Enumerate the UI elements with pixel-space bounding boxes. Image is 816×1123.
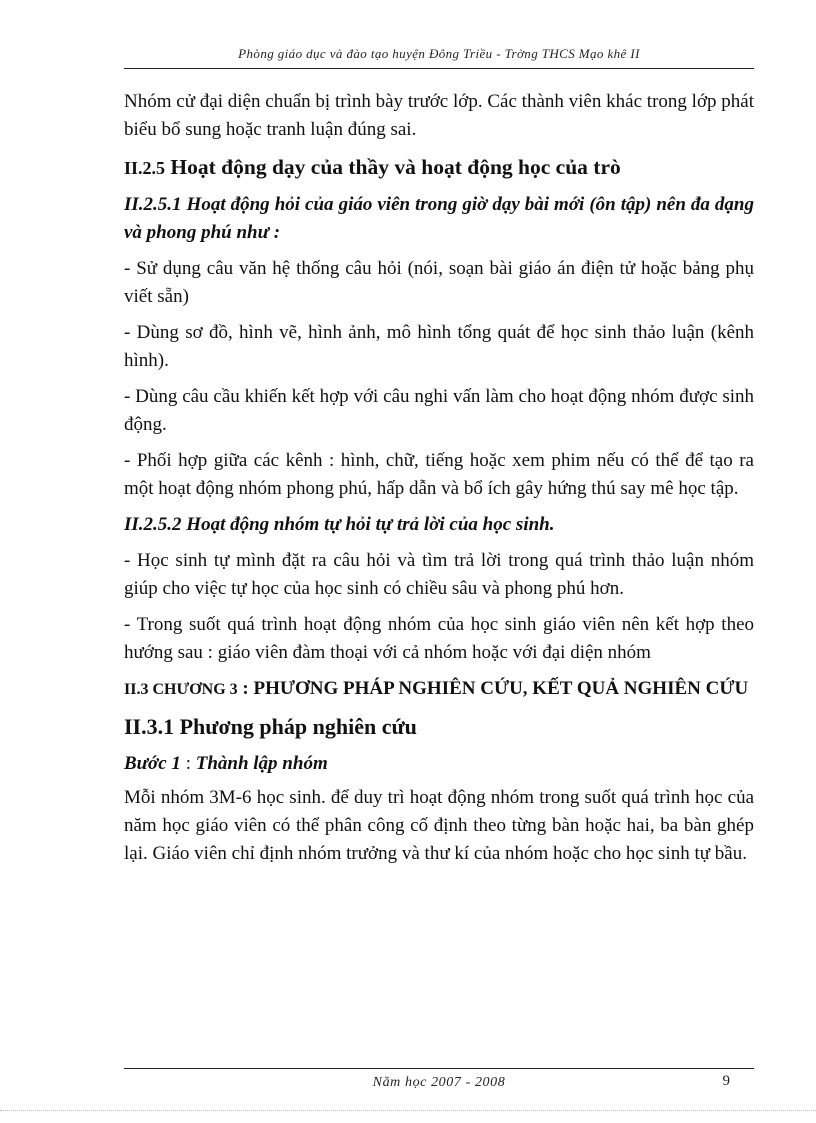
header-rule: [124, 68, 754, 69]
chapter-number: II.3 CHƯƠNG 3: [124, 681, 238, 698]
bullet-self-question: - Học sinh tự mình đặt ra câu hỏi và tìm trả lời trong quá trình thảo luận nhóm giúp cho việc tự học của học sinh có chiều sâu và phong phú hơn.: [124, 550, 754, 599]
page-content: [124, 88, 754, 876]
chapter-heading-2-3: [124, 675, 754, 704]
section-heading-2-2-5: [124, 152, 754, 183]
section-number: II.2.5: [124, 158, 166, 178]
chapter-title: : PHƯƠNG PHÁP NGHIÊN CỨU, KẾT QUẢ NGHIÊN CỨU: [237, 678, 749, 699]
subsection-heading-2-2-5-2: II.2.5.2 Hoạt động nhóm tự hỏi tự trả lời của học sinh.: [124, 514, 555, 535]
section-title: Hoạt động dạy của thầy và hoạt động học của trò: [165, 155, 621, 179]
bullet-imperative: - Dùng câu cầu khiến kết hợp với câu nghi vấn làm cho hoạt động nhóm được sinh động.: [124, 386, 754, 435]
bullet-teacher-dialogue: - Trong suốt quá trình hoạt động nhóm của học sinh giáo viên nên kết hợp theo hướng sau : giáo viên đàm thoại với cả nhóm hoặc với đại diện nhóm: [124, 614, 754, 663]
step-1-heading: [124, 750, 754, 778]
footer-rule: [124, 1068, 754, 1069]
step-colon: :: [180, 753, 196, 774]
page-bottom-border: [0, 1110, 816, 1111]
page-header: Phòng giáo dục và đào tạo huyện Đông Triều - Trờng THCS Mạo khê II: [238, 46, 640, 61]
footer-school-year: Năm học 2007 - 2008: [372, 1075, 506, 1090]
bullet-question-system: - Sử dụng câu văn hệ thống câu hỏi (nói, soạn bài giáo án điện tử hoặc bảng phụ viết sẵn): [124, 258, 754, 307]
paragraph-intro: Nhóm cử đại diện chuẩn bị trình bày trước lớp. Các thành viên khác trong lớp phát biểu bổ sung hoặc tranh luận đúng sai.: [124, 91, 754, 140]
subsection-heading-2-2-5-1: II.2.5.1 Hoạt động hỏi của giáo viên trong giờ dạy bài mới (ôn tập) nên đa dạng và phong phú như :: [124, 194, 754, 243]
bullet-channels: - Phối hợp giữa các kênh : hình, chữ, tiếng hoặc xem phim nếu có thể để tạo ra một hoạt động nhóm phong phú, hấp dẫn và bổ ích gây hứng thú say mê học tập.: [124, 450, 754, 499]
step-label: Bước 1: [124, 753, 181, 774]
step-title: Thành lập nhóm: [195, 753, 328, 774]
bullet-diagrams: - Dùng sơ đồ, hình vẽ, hình ảnh, mô hình tổng quát để học sinh thảo luận (kênh hình).: [124, 322, 754, 371]
section-heading-2-3-1: II.3.1 Phương pháp nghiên cứu: [124, 714, 417, 739]
page-number: 9: [722, 1073, 730, 1089]
paragraph-group-setup: Mỗi nhóm 3M-6 học sinh. để duy trì hoạt động nhóm trong suốt quá trình học của năm học giáo viên có thể phân công cố định theo từng bàn hoặc hai, ba bàn ghép lại. Giáo viên chỉ định nhóm trưởng và thư kí của nhóm hoặc cho học sinh tự bầu.: [124, 787, 754, 864]
